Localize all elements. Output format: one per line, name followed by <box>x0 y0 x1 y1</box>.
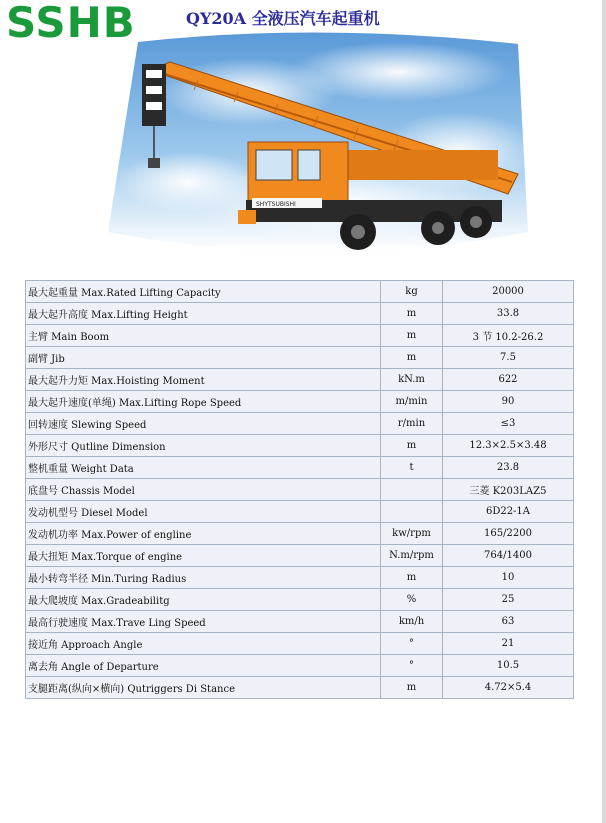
spec-row <box>26 611 574 633</box>
spec-row <box>26 281 574 303</box>
spec-unit-cell: m <box>381 435 443 457</box>
spec-unit-cell: ° <box>381 655 443 677</box>
spec-name-cell: 发动机型号 Diesel Model <box>26 501 381 523</box>
spec-row <box>26 325 574 347</box>
page-title: QY20A 全液压汽车起重机 <box>186 9 380 28</box>
spec-value-cell: 23.8 <box>443 457 574 479</box>
brand-logo: SSHB <box>6 0 136 47</box>
spec-name-cell: 最大起升力矩 Max.Hoisting Moment <box>26 369 381 391</box>
spec-name-cell: 最高行驶速度 Max.Trave Ling Speed <box>26 611 381 633</box>
spec-unit-cell: m <box>381 567 443 589</box>
spec-name-cell: 离去角 Angle of Departure <box>26 655 381 677</box>
spec-row <box>26 677 574 699</box>
spec-value-cell: 90 <box>443 391 574 413</box>
spec-unit-cell: m <box>381 303 443 325</box>
spec-value-cell: 165/2200 <box>443 523 574 545</box>
spec-unit-cell: r/min <box>381 413 443 435</box>
spec-row <box>26 303 574 325</box>
spec-value-cell: 10.5 <box>443 655 574 677</box>
spec-unit-cell: % <box>381 589 443 611</box>
spec-value-cell: 三菱 K203LAZ5 <box>443 479 574 501</box>
spec-name-cell: 最大起重量 Max.Rated Lifting Capacity <box>26 281 381 303</box>
spec-table <box>25 280 574 699</box>
spec-row <box>26 435 574 457</box>
spec-name-cell: 发动机功率 Max.Power of engline <box>26 523 381 545</box>
spec-name-cell: 外形尺寸 Qutline Dimension <box>26 435 381 457</box>
spec-row <box>26 457 574 479</box>
spec-value-cell: 20000 <box>443 281 574 303</box>
spec-value-cell: 3 节 10.2-26.2 <box>443 325 574 347</box>
crane-truck-photo <box>98 32 530 272</box>
spec-value-cell: 4.72×5.4 <box>443 677 574 699</box>
spec-name-cell: 最大起升速度(单绳) Max.Lifting Rope Speed <box>26 391 381 413</box>
spec-name-cell: 副臂 Jib <box>26 347 381 369</box>
spec-name-cell: 接近角 Approach Angle <box>26 633 381 655</box>
spec-row <box>26 589 574 611</box>
spec-value-cell: 622 <box>443 369 574 391</box>
spec-value-cell: 10 <box>443 567 574 589</box>
spec-unit-cell: kw/rpm <box>381 523 443 545</box>
spec-unit-cell <box>381 479 443 501</box>
page-right-border <box>602 0 606 823</box>
spec-name-cell: 最大爬坡度 Max.Gradeabilitg <box>26 589 381 611</box>
spec-unit-cell: m <box>381 347 443 369</box>
spec-name-cell: 支腿距离(纵向×横向) Qutriggers Di Stance <box>26 677 381 699</box>
spec-name-cell: 最大扭矩 Max.Torque of engine <box>26 545 381 567</box>
spec-unit-cell: t <box>381 457 443 479</box>
spec-row <box>26 413 574 435</box>
spec-unit-cell: ° <box>381 633 443 655</box>
spec-value-cell: 764/1400 <box>443 545 574 567</box>
spec-value-cell: 33.8 <box>443 303 574 325</box>
spec-unit-cell: m <box>381 677 443 699</box>
spec-row <box>26 347 574 369</box>
spec-value-cell: 12.3×2.5×3.48 <box>443 435 574 457</box>
spec-value-cell: 6D22-1A <box>443 501 574 523</box>
spec-unit-cell: m/min <box>381 391 443 413</box>
truck-plate-text: SHYTSUBISHI <box>256 201 296 208</box>
spec-name-cell: 底盘号 Chassis Model <box>26 479 381 501</box>
spec-name-cell: 回转速度 Slewing Speed <box>26 413 381 435</box>
spec-value-cell: 7.5 <box>443 347 574 369</box>
spec-value-cell: 63 <box>443 611 574 633</box>
spec-row <box>26 523 574 545</box>
spec-row <box>26 479 574 501</box>
spec-value-cell: ≤3 <box>443 413 574 435</box>
spec-row <box>26 391 574 413</box>
spec-row <box>26 655 574 677</box>
spec-name-cell: 最大起升高度 Max.Lifting Height <box>26 303 381 325</box>
spec-row <box>26 545 574 567</box>
spec-unit-cell: N.m/rpm <box>381 545 443 567</box>
spec-value-cell: 21 <box>443 633 574 655</box>
spec-name-cell: 整机重量 Weight Data <box>26 457 381 479</box>
spec-unit-cell: m <box>381 325 443 347</box>
spec-unit-cell: kg <box>381 281 443 303</box>
spec-row <box>26 501 574 523</box>
spec-row <box>26 567 574 589</box>
spec-unit-cell: km/h <box>381 611 443 633</box>
spec-row <box>26 633 574 655</box>
spec-name-cell: 主臂 Main Boom <box>26 325 381 347</box>
spec-unit-cell <box>381 501 443 523</box>
spec-value-cell: 25 <box>443 589 574 611</box>
spec-row <box>26 369 574 391</box>
spec-name-cell: 最小转弯半径 Min.Turing Radius <box>26 567 381 589</box>
spec-unit-cell: kN.m <box>381 369 443 391</box>
